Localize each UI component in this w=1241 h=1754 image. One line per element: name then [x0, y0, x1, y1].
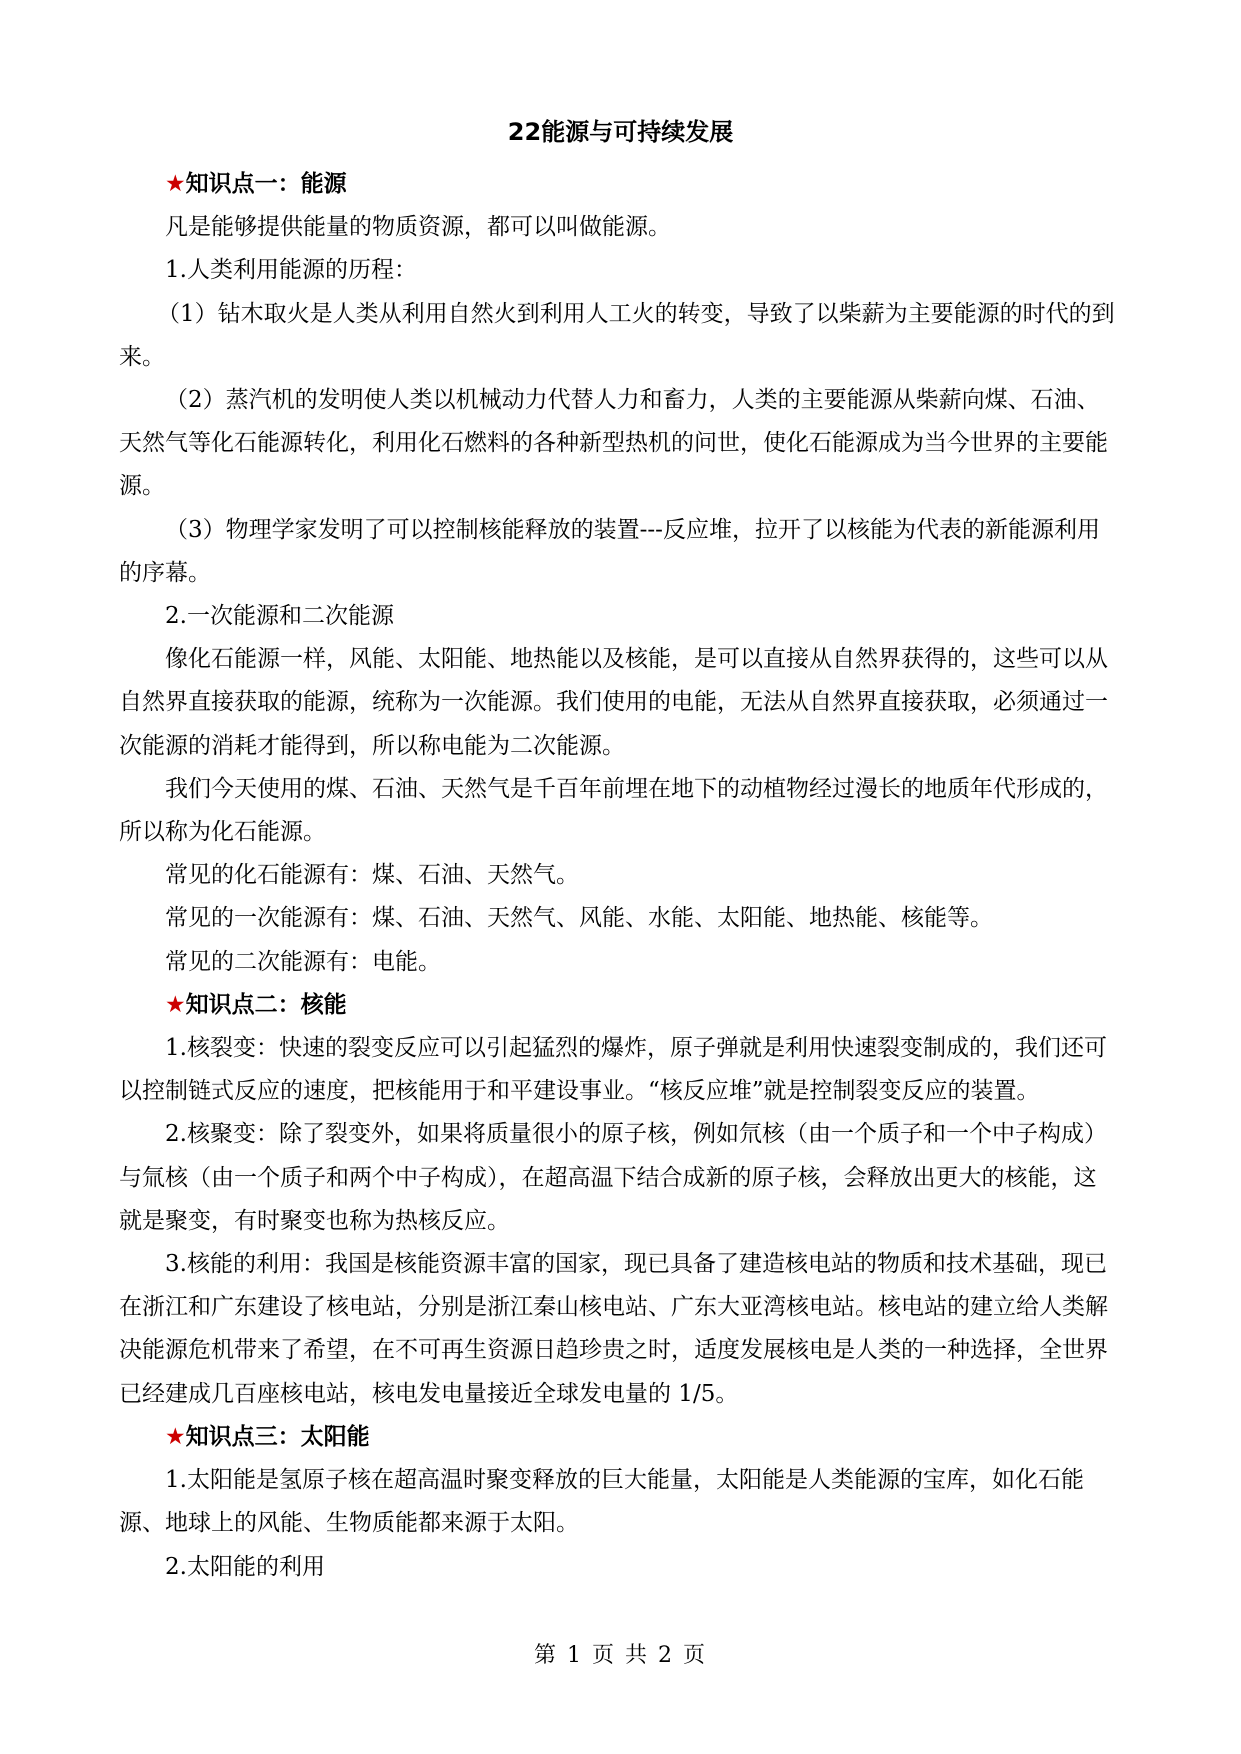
section-heading: ★知识点二：核能 — [165, 991, 347, 1018]
paragraph: 我们今天使用的煤、石油、天然气是千百年前埋在地下的动植物经过漫长的地质年代形成的，所以称为化石能源。 — [119, 775, 1108, 846]
paragraph: 像化石能源一样，风能、太阳能、地热能以及核能，是可以直接从自然界获得的，这些可以从自然界直接获取的能源，统称为一次能源。我们使用的电能，无法从自然界直接获取，必须通过一次能源的消耗才能得到，所以称电能为二次能源。 — [119, 646, 1108, 759]
paragraph: 凡是能够提供能量的物质资源，都可以叫做能源。 — [165, 214, 671, 241]
document-body — [119, 163, 1119, 1589]
page-footer: 第 1 页 共 2 页 — [534, 1643, 707, 1668]
page-title: 22能源与可持续发展 — [507, 118, 734, 146]
paragraph: 1.太阳能是氢原子核在超高温时聚变释放的巨大能量，太阳能是人类能源的宝库，如化石能源、地球上的风能、生物质能都来源于太阳。 — [119, 1467, 1084, 1537]
paragraph: （2）蒸汽机的发明使人类以机械动力代替人力和畜力，人类的主要能源从柴薪向煤、石油、天然气等化石能源转化，利用化石燃料的各种新型热机的问世，使化石能源成为当今世界的主要能源。 — [119, 387, 1108, 500]
paragraph: 1.核裂变：快速的裂变反应可以引起猛烈的爆炸，原子弹就是利用快速裂变制成的，我们还可以控制链式反应的速度，把核能用于和平建设事业。“核反应堆”就是控制裂变反应的装置。 — [119, 1035, 1107, 1105]
section-heading: ★知识点三：太阳能 — [165, 1423, 370, 1450]
paragraph: 2.一次能源和二次能源 — [165, 603, 394, 630]
paragraph: （1）钻木取火是人类从利用自然火到利用人工火的转变，导致了以柴薪为主要能源的时代的到来。 — [119, 300, 1115, 370]
star-icon: ★ — [165, 991, 186, 1018]
star-icon: ★ — [165, 1423, 186, 1450]
paragraph: 1.人类利用能源的历程： — [165, 257, 417, 284]
paragraph: 2.太阳能的利用 — [165, 1553, 325, 1580]
paragraph: 2.核聚变：除了裂变外，如果将质量很小的原子核，例如氘核（由一个质子和一个中子构成）与氚核（由一个质子和两个中子构成），在超高温下结合成新的原子核，会释放出更大的核能，这就是聚变，有时聚变也称为热核反应。 — [119, 1121, 1107, 1234]
paragraph: 常见的化石能源有：煤、石油、天然气。 — [165, 862, 579, 889]
paragraph: 常见的一次能源有：煤、石油、天然气、风能、水能、太阳能、地热能、核能等。 — [165, 905, 993, 932]
section-heading: ★知识点一：能源 — [165, 171, 347, 197]
paragraph: （3）物理学家发明了可以控制核能释放的装置---反应堆，拉开了以核能为代表的新能源利用的序幕。 — [119, 516, 1100, 586]
paragraph: 常见的二次能源有：电能。 — [165, 948, 441, 975]
paragraph: 3.核能的利用：我国是核能资源丰富的国家，现已具备了建造核电站的物质和技术基础，现已在浙江和广东建设了核电站，分别是浙江秦山核电站、广东大亚湾核电站。核电站的建立给人类解决能源危机带来了希望，在不可再生资源日趋珍贵之时，适度发展核电是人类的一种选择，全世界已经建成几百座核电站，核电发电量接近全球发电量的 1/5。 — [119, 1251, 1108, 1407]
star-icon: ★ — [165, 171, 186, 197]
